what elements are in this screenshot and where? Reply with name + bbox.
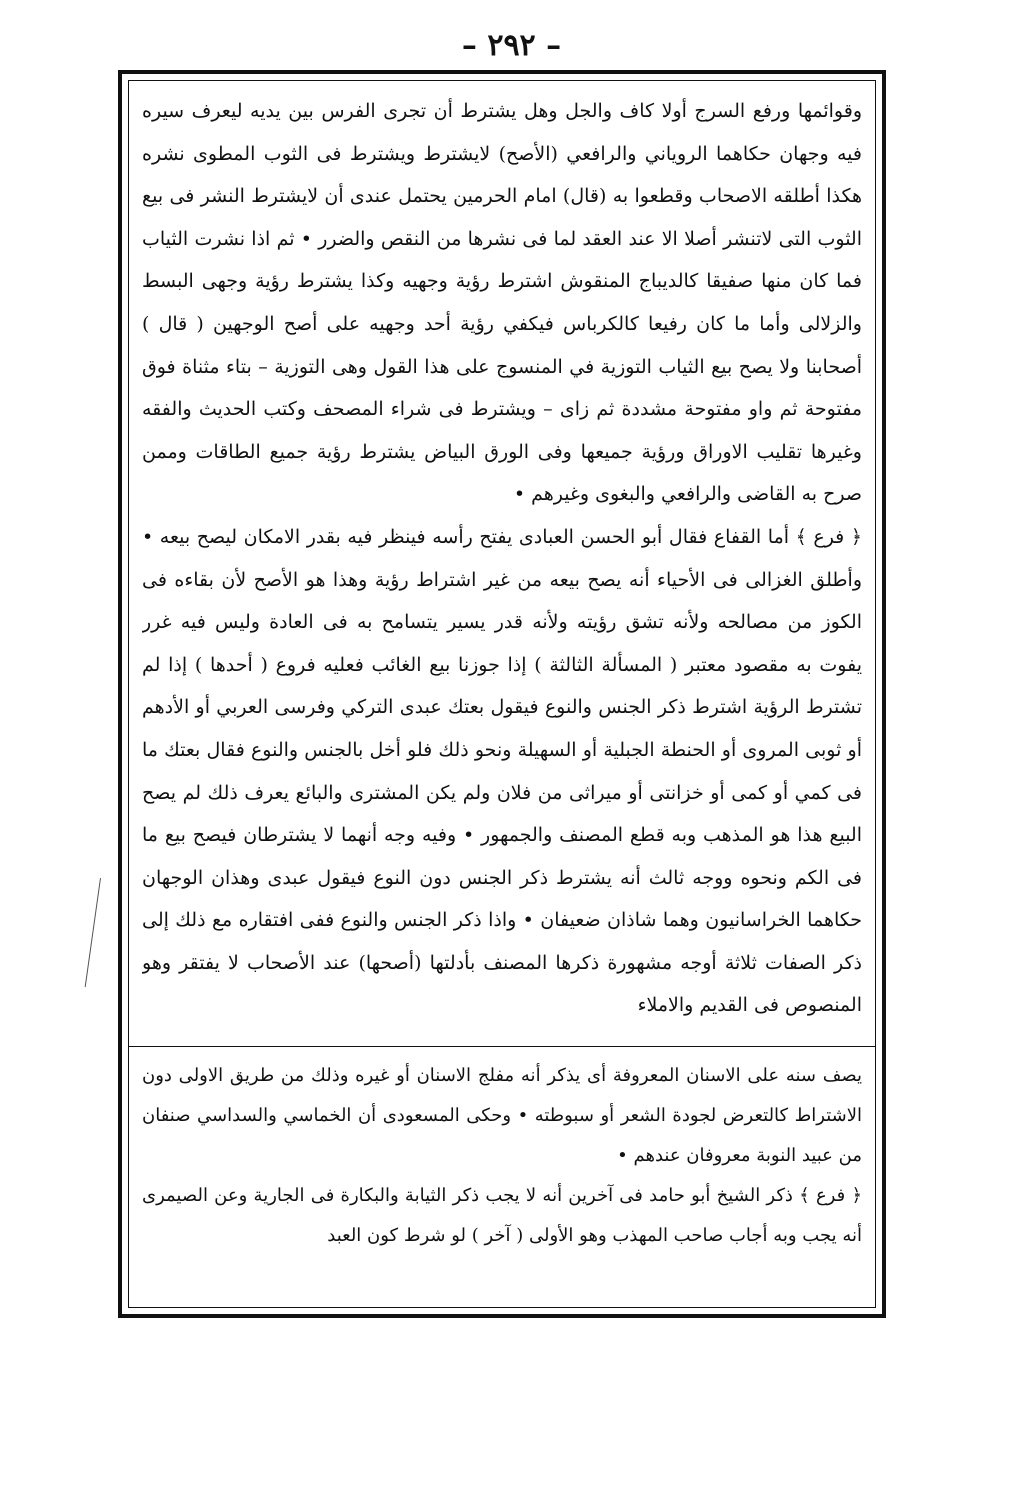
margin-pencil-mark xyxy=(85,878,101,987)
footnote-paragraph: يصف سنه على الاسنان المعروفة أى يذكر أنه مفلج الاسنان أو غيره وذلك من طريق الاولى دون الاشتراط كالتعرض لجودة الشعر أو سبوطته • وحكى المسعودى أن الخماسي والسداسي صنفان من عبيد النوبة معروفان عندهم • xyxy=(142,1065,862,1166)
footnote-paragraph: ﴿ فرع ﴾ ذكر الشيخ أبو حامد فى آخرين أنه لا يجب ذكر الثيابة والبكارة فى الجارية وعن الصيمرى أنه يجب وبه أجاب صاحب المهذب وهو الأولى ( آخر ) لو شرط كون العبد xyxy=(142,1185,862,1246)
page-number: – ٢٩٢ – xyxy=(461,28,562,63)
main-paragraph: وقوائمها ورفع السرج أولا كاف والجل وهل يشترط أن تجرى الفرس بين يديه ليعرف سيره فيه وجهان حكاهما الروياني والرافعي (الأصح) لايشترط ويشترط فى الثوب المطوى نشره هكذا أطلقه الاصحاب وقطعوا به (قال) امام الحرمين يحتمل عندى أن لايشترط النشر فى بيع الثوب التى لاتنشر أصلا الا عند العقد لما فى نشرها من النقص والضرر • ثم اذا نشرت الثياب فما كان منها صفيقا كالديباج المنقوش اشترط رؤية وجهيه وكذا يشترط رؤية وجهى البسط والزلالى وأما ما كان رفيعا كالكرباس فيكفي رؤية أحد وجهيه على أصح الوجهين ( قال ) أصحابنا ولا يصح بيع الثياب التوزية في المنسوج على هذا القول وهى التوزية – بتاء مثناة فوق مفتوحة ثم واو مفتوحة مشددة ثم زاى – ويشترط فى شراء المصحف وكتب الحديث والفقه وغيرها تقليب الاوراق ورؤية جميعها وفى الورق البياض يشترط رؤية جميع الطاقات وممن صرح به القاضى والرافعي والبغوى وغيرهم • xyxy=(142,100,862,506)
footnote-text-block xyxy=(142,1056,862,1301)
main-text-block xyxy=(142,90,862,1035)
footnote-divider xyxy=(128,1046,876,1047)
main-paragraph: ﴿ فرع ﴾ أما القفاع فقال أبو الحسن العبادى يفتح رأسه فينظر فيه بقدر الامكان ليصح بيعه • وأطلق الغزالى فى الأحياء أنه يصح بيعه من غير اشتراط رؤية وهذا هو الأصح لأن بقاءه فى الكوز من مصالحه ولأنه تشق رؤيته ولأنه قدر يسير يتسامح به فى العادة وليس فيه غرر يفوت به مقصود معتبر ( المسألة الثالثة ) إذا جوزنا بيع الغائب فعليه فروع ( أحدها ) إذا لم تشترط الرؤية اشترط ذكر الجنس والنوع فيقول بعتك عبدى التركي وفرسى العربي أو الأدهم أو ثوبى المروى أو الحنطة الجبلية أو السهيلة ونحو ذلك فلو أخل بالجنس والنوع فقال بعتك ما فى كمي أو كمى أو خزانتى أو ميراثى من فلان ولم يكن المشترى والبائع يعرف ذلك لم يصح البيع هذا هو المذهب وبه قطع المصنف والجمهور • وفيه وجه أنهما لا يشترطان فيصح بيع ما فى الكم ونحوه ووجه ثالث أنه يشترط ذكر الجنس دون النوع فيقول عبدى وهذان الوجهان حكاهما الخراسانيون وهما شاذان ضعيفان • واذا ذكر الجنس والنوع ففى افتقاره مع ذلك إلى ذكر الصفات ثلاثة أوجه مشهورة ذكرها المصنف بأدلتها (أصحها) عند الأصحاب لا يفتقر وهو المنصوص فى القديم والاملاء xyxy=(142,525,862,1017)
